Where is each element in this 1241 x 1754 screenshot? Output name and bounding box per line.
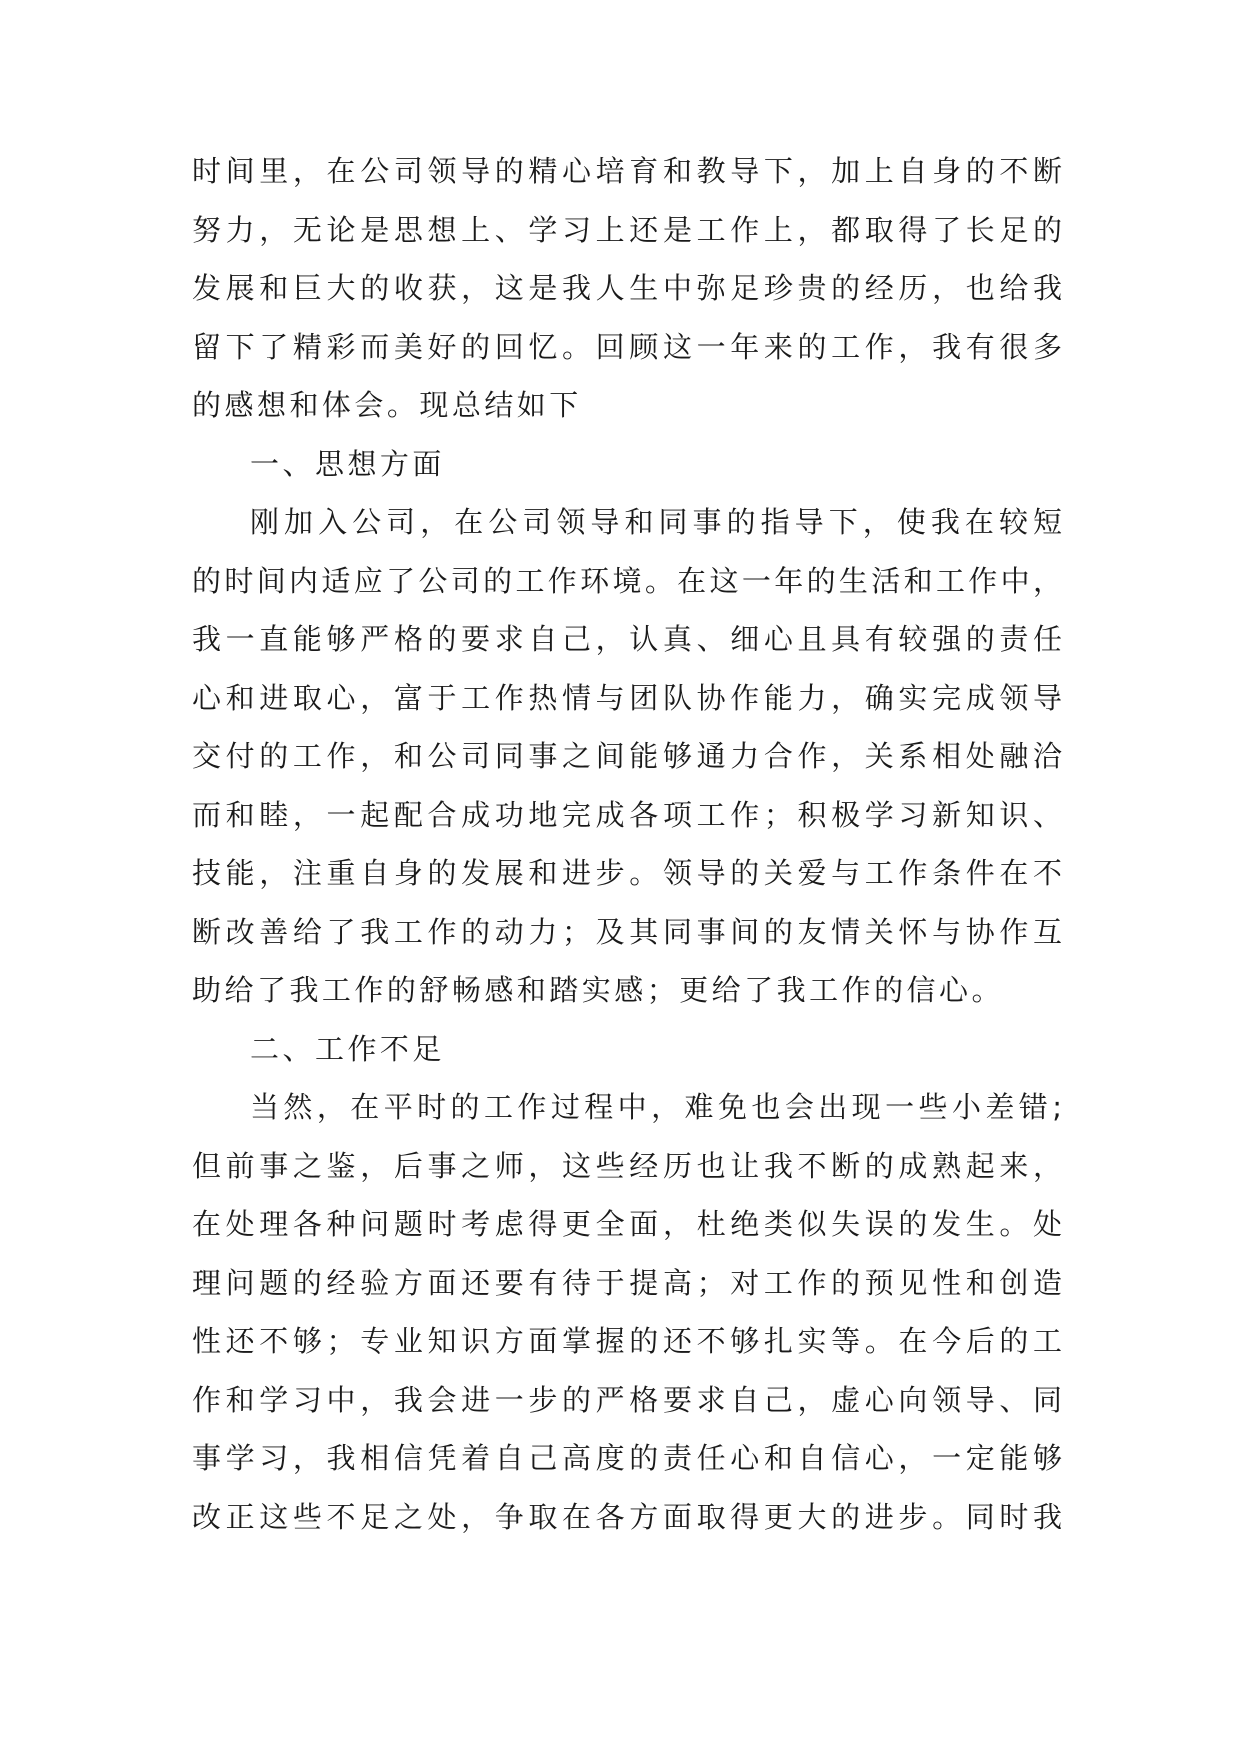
body-line: 理问题的经验方面还要有待于提高；对工作的预见性和创造 [192, 1265, 1062, 1300]
section-heading: 二、工作不足 [250, 1031, 445, 1066]
body-line: 断改善给了我工作的动力；及其同事间的友情关怀与协作互 [192, 914, 1062, 949]
body-line: 努力，无论是思想上、学习上还是工作上，都取得了长足的 [192, 212, 1062, 247]
body-line: 作和学习中，我会进一步的严格要求自己，虚心向领导、同 [192, 1382, 1062, 1417]
body-line: 助给了我工作的舒畅感和踏实感；更给了我工作的信心。 [192, 973, 1005, 1007]
body-line: 的感想和体会。现总结如下 [192, 388, 582, 422]
document-body [192, 142, 1062, 1546]
body-line: 而和睦，一起配合成功地完成各项工作；积极学习新知识、 [192, 797, 1062, 832]
body-line: 交付的工作，和公司同事之间能够通力合作，关系相处融洽 [192, 739, 1062, 773]
body-line: 心和进取心，富于工作热情与团队协作能力，确实完成领导 [192, 680, 1062, 715]
body-line: 留下了精彩而美好的回忆。回顾这一年来的工作，我有很多 [192, 329, 1062, 364]
body-line: 性还不够；专业知识方面掌握的还不够扎实等。在今后的工 [192, 1324, 1062, 1358]
body-line: 时间里，在公司领导的精心培育和教导下，加上自身的不断 [192, 154, 1062, 188]
body-line: 当然，在平时的工作过程中，难免也会出现一些小差错; [250, 1090, 1062, 1124]
section-heading: 一、思想方面 [250, 446, 445, 481]
body-line: 我一直能够严格的要求自己，认真、细心且具有较强的责任 [192, 622, 1062, 656]
body-line: 事学习，我相信凭着自己高度的责任心和自信心，一定能够 [192, 1441, 1062, 1475]
body-line: 发展和巨大的收获，这是我人生中弥足珍贵的经历，也给我 [192, 271, 1062, 305]
body-line: 刚加入公司，在公司领导和同事的指导下，使我在较短 [250, 505, 1062, 539]
body-line: 改正这些不足之处，争取在各方面取得更大的进步。同时我 [192, 1499, 1062, 1534]
body-line: 在处理各种问题时考虑得更全面，杜绝类似失误的发生。处 [192, 1207, 1062, 1241]
body-line: 但前事之鉴，后事之师，这些经历也让我不断的成熟起来， [192, 1148, 1062, 1183]
body-line: 的时间内适应了公司的工作环境。在这一年的生活和工作中， [192, 563, 1062, 598]
body-line: 技能，注重自身的发展和进步。领导的关爱与工作条件在不 [192, 856, 1062, 890]
